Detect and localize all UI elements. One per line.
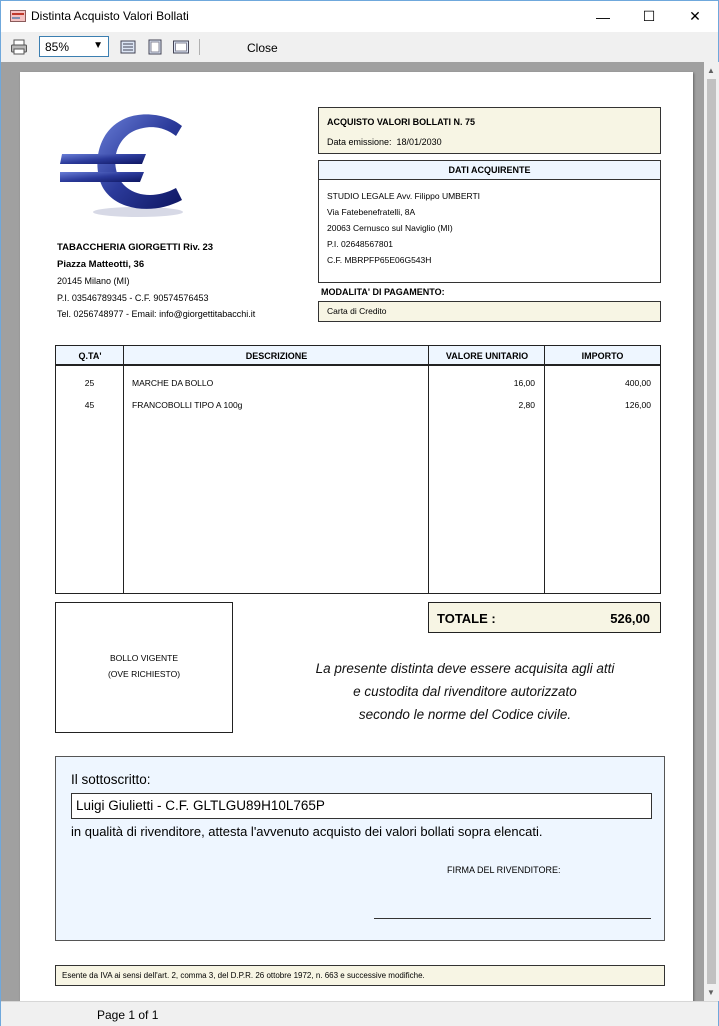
seller-tax: P.I. 03546789345 - C.F. 90574576453 — [57, 292, 209, 303]
two-pages-icon[interactable] — [172, 38, 190, 56]
purchase-title: ACQUISTO VALORI BOLLATI N. 75 — [327, 117, 476, 127]
buyer-line: STUDIO LEGALE Avv. Filippo UMBERTI — [327, 191, 481, 201]
row-description: MARCHE DA BOLLO — [132, 378, 214, 388]
buyer-line: Via Fatebenefratelli, 8A — [327, 207, 416, 217]
scroll-up-icon[interactable]: ▲ — [707, 66, 715, 75]
payment-label: MODALITA' DI PAGAMENTO: — [321, 287, 445, 297]
preview-viewport[interactable] — [1, 62, 704, 1001]
stamp-label: BOLLO VIGENTE — [109, 653, 179, 663]
declaration-box — [55, 756, 665, 941]
window-title: Distinta Acquisto Valori Bollati — [31, 9, 189, 23]
page-indicator: Page 1 of 1 — [97, 1008, 159, 1022]
document-page — [20, 72, 693, 1001]
issue-date-label: Data emissione: — [327, 137, 392, 147]
total-box — [428, 602, 661, 633]
stamp-sublabel: (OVE RICHIESTO) — [107, 669, 181, 679]
buyer-line: C.F. MBRPFP65E06G543H — [327, 255, 432, 265]
buyer-details — [327, 188, 480, 268]
one-page-icon[interactable] — [146, 38, 164, 56]
row-qty: 45 — [84, 400, 95, 410]
buyer-line: P.I. 02648567801 — [327, 239, 394, 249]
column-header-description: DESCRIZIONE — [124, 346, 429, 366]
row-amount: 126,00 — [625, 400, 651, 410]
total-value: 526,00 — [610, 611, 650, 626]
note-line: La presente distinta deve essere acquisita agli atti — [315, 661, 615, 676]
items-table — [55, 345, 661, 594]
signature-label: FIRMA DEL RIVENDITORE: — [447, 865, 561, 875]
stamp-box — [55, 602, 233, 733]
row-qty: 25 — [84, 378, 95, 388]
toolbar-separator — [199, 39, 200, 55]
status-bar — [1, 1001, 718, 1026]
column-header-unit-value: VALORE UNITARIO — [429, 346, 545, 366]
title-bar — [1, 1, 718, 32]
euro-logo-icon — [60, 112, 190, 220]
seller-city: 20145 Milano (MI) — [57, 276, 130, 286]
app-icon — [10, 10, 26, 22]
scroll-down-icon[interactable]: ▼ — [707, 988, 715, 997]
total-label: TOTALE : — [437, 611, 496, 626]
close-window-button[interactable]: ✕ — [689, 8, 701, 24]
vertical-scrollbar[interactable] — [704, 62, 719, 1001]
zoom-value: 85% — [45, 40, 70, 54]
row-description: FRANCOBOLLI TIPO A 100g — [132, 400, 243, 410]
maximize-button[interactable]: ☐ — [642, 8, 656, 24]
seller-address: Piazza Matteotti, 36 — [57, 258, 145, 270]
declaration-statement: in qualità di rivenditore, attesta l'avvenuto acquisto dei valori bollati sopra elencati. — [71, 824, 543, 839]
row-amount: 400,00 — [625, 378, 651, 388]
note-line: secondo le norme del Codice civile. — [358, 707, 572, 722]
close-button[interactable]: Close — [247, 41, 278, 55]
column-header-qty: Q.TA' — [56, 346, 124, 366]
seller-contacts: Tel. 0256748977 - Email: info@giorgettitabacchi.it — [57, 309, 256, 319]
buyer-header: DATI ACQUIRENTE — [319, 161, 660, 180]
toolbar — [1, 32, 718, 62]
scrollbar-thumb[interactable] — [707, 79, 716, 984]
vat-exemption-note: Esente da IVA ai sensi dell'art. 2, comma 3, del D.P.R. 26 ottobre 1972, n. 663 e successive modifiche. — [55, 965, 665, 986]
custody-note — [270, 657, 660, 726]
buyer-box — [318, 160, 661, 283]
reseller-name-field: Luigi Giulietti - C.F. GLTLGU89H10L765P — [71, 793, 652, 819]
chevron-down-icon: ▼ — [93, 40, 103, 51]
column-divider — [123, 346, 124, 593]
buyer-line: 20063 Cernusco sul Naviglio (MI) — [327, 223, 453, 233]
printer-icon[interactable] — [10, 38, 28, 56]
note-line: e custodita dal rivenditore autorizzato — [353, 684, 577, 699]
seller-info — [57, 240, 255, 323]
row-unit-value: 2,80 — [518, 400, 535, 410]
purchase-box — [318, 107, 661, 154]
issue-date — [327, 137, 442, 147]
row-unit-value: 16,00 — [513, 378, 535, 388]
signature-line — [374, 918, 651, 919]
seller-name: TABACCHERIA GIORGETTI Riv. 23 — [57, 242, 214, 253]
declaration-intro: Il sottoscritto: — [71, 772, 151, 787]
issue-date-value: 18/01/2030 — [396, 137, 442, 147]
page-width-icon[interactable] — [119, 38, 137, 56]
zoom-dropdown[interactable] — [39, 36, 109, 57]
payment-value: Carta di Credito — [318, 301, 661, 322]
column-header-amount: IMPORTO — [545, 346, 660, 366]
minimize-button[interactable]: — — [596, 8, 610, 25]
